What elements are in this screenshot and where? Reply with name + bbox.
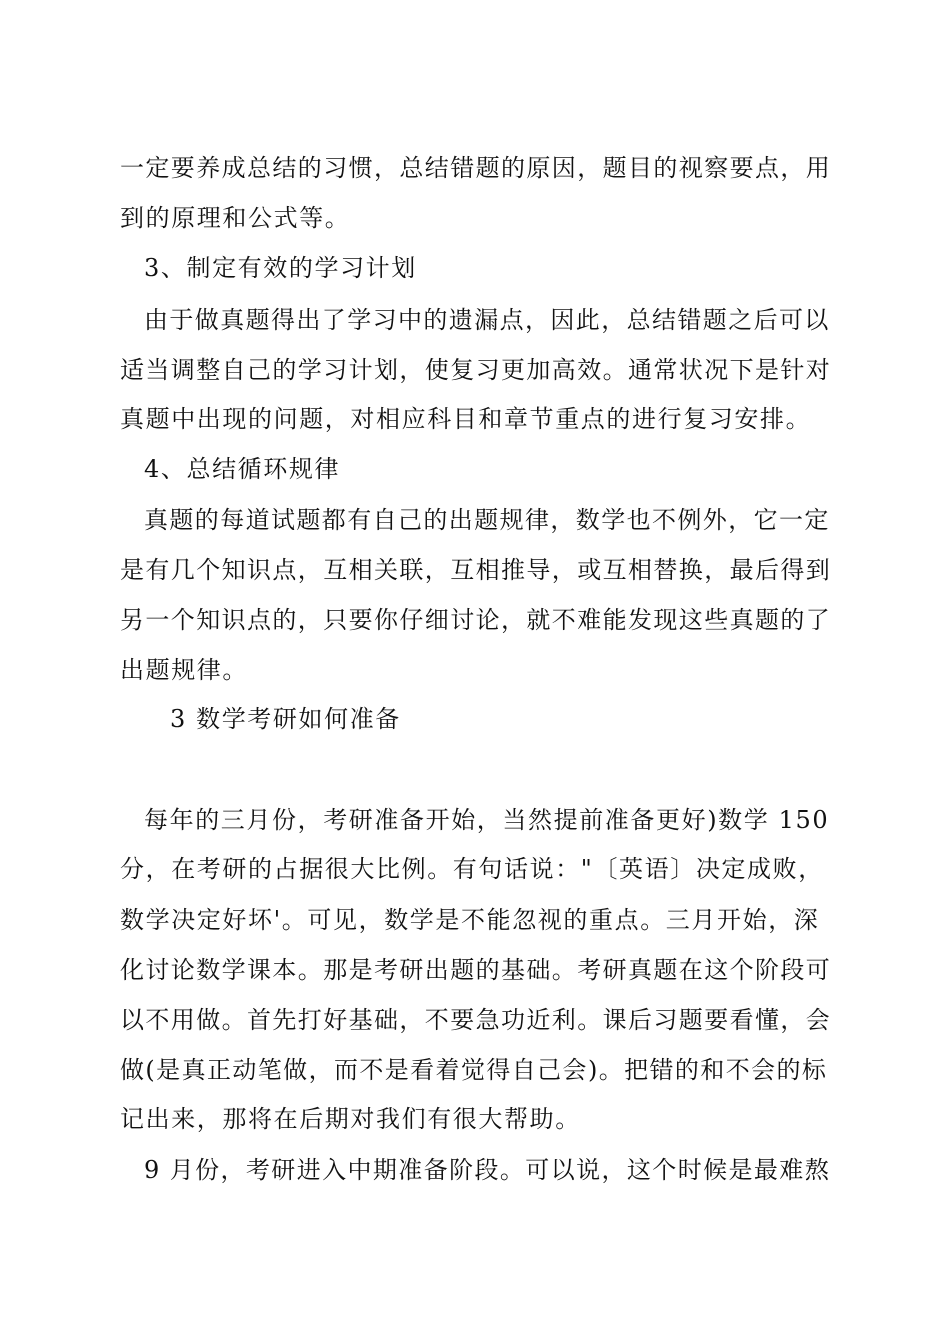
body-text-line: 到的原理和公式等。 [120,204,351,232]
body-text-line: 做(是真正动笔做，而不是看着觉得自己会)。把错的和不会的标 [120,1056,828,1084]
section-title: 3 数学考研如何准备 [170,705,401,733]
body-text-line: 出题规律。 [120,656,248,684]
body-text-line: 是有几个知识点，互相关联，互相推导，或互相替换，最后得到 [120,556,832,584]
body-text-line: 真题中出现的问题，对相应科目和章节重点的进行复习安排。 [120,405,812,433]
body-text-line: 分，在考研的占据很大比例。有句话说："〔英语〕决定成败， [120,855,824,883]
body-text-line: 数学决定好坏'。可见，数学是不能忽视的重点。三月开始，深 [120,906,820,934]
body-text-line: 一定要养成总结的习惯，总结错题的原因，题目的视察要点，用 [120,154,832,182]
body-text-line: 以不用做。首先打好基础，不要急功近利。课后习题要看懂，会 [120,1006,832,1034]
body-text-line: 由于做真题得出了学习中的遗漏点，因此，总结错题之后可以 [144,306,830,334]
body-text-line: 另一个知识点的，只要你仔细讨论，就不难能发现这些真题的了 [120,606,832,634]
section-heading: 3、制定有效的学习计划 [144,254,417,282]
body-text-line: 9 月份，考研进入中期准备阶段。可以说，这个时候是最难熬 [144,1156,831,1184]
body-text-line: 每年的三月份，考研准备开始，当然提前准备更好)数学 150 [144,806,830,834]
section-heading: 4、总结循环规律 [144,455,341,483]
body-text-line: 真题的每道试题都有自己的出题规律，数学也不例外，它一定 [144,506,830,534]
body-text-line: 化讨论数学课本。那是考研出题的基础。考研真题在这个阶段可 [120,956,832,984]
body-text-line: 适当调整自己的学习计划，使复习更加高效。通常状况下是针对 [120,356,832,384]
body-text-line: 记出来，那将在后期对我们有很大帮助。 [120,1105,581,1133]
